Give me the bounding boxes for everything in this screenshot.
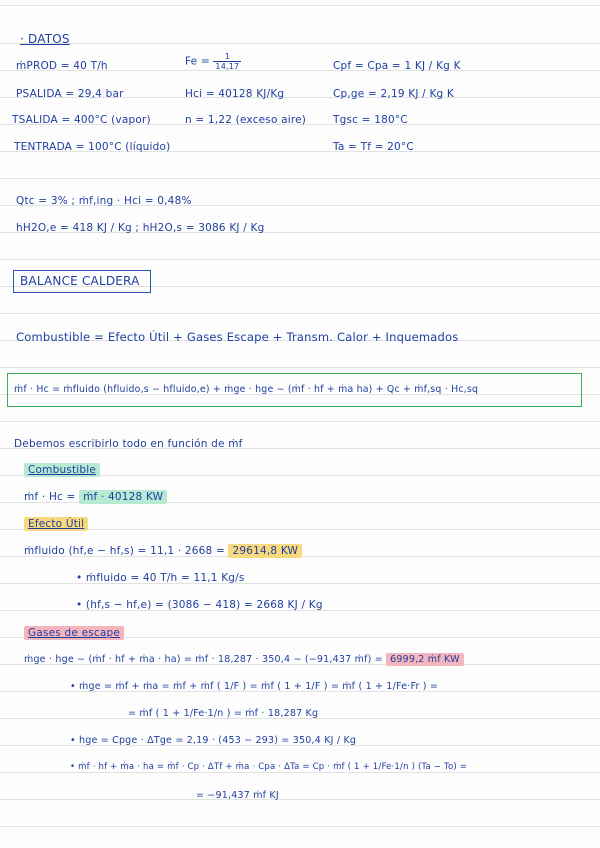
gases-result: 6999,2 ṁf KW xyxy=(386,653,464,666)
data-n: n = 1,22 (exceso aire) xyxy=(185,114,307,126)
efecto-bullet-2: • (hf,s − hf,e) = (3086 − 418) = 2668 KJ / Kg xyxy=(76,599,323,611)
balance-title: BALANCE CALDERA xyxy=(20,274,140,288)
data-hci: Hci = 40128 KJ/Kg xyxy=(185,88,285,100)
gases-equation: ṁge · hge − (ṁf · hf + ṁa · ha) = ṁf · 18,287 · 350,4 − (−91,437 ṁf) = 6999,2 ṁf KW xyxy=(24,654,464,665)
balance-title-box xyxy=(13,270,151,293)
combustible-result: ṁf · 40128 KW xyxy=(79,490,167,504)
data-cpf: Cpf = Cpa = 1 KJ / Kg K xyxy=(333,60,461,72)
data-tgsc: Tgsc = 180°C xyxy=(333,114,408,126)
gases-bullet-2: • hge = Cpge · ΔTge = 2,19 · (453 − 293) = 350,4 KJ / Kg xyxy=(70,735,357,746)
gases-bullet-3b: = −91,437 ṁf KJ xyxy=(196,790,279,801)
balance-equation-box xyxy=(7,373,582,407)
efecto-result: 29614,8 KW xyxy=(228,544,302,558)
data-fe: Fe = $\frac{1}{14,17}$ xyxy=(185,52,240,71)
datos-title: · DATOS xyxy=(20,32,70,46)
data-tentrada: TENTRADA = 100°C (líquido) xyxy=(14,141,171,153)
label-efecto-util: Efecto Útil xyxy=(24,518,88,530)
balance-words: Combustible = Efecto Útil + Gases Escape + Transm. Calor + Inquemados xyxy=(16,330,459,344)
efecto-bullet-1: • ṁfluido = 40 T/h = 11,1 Kg/s xyxy=(76,572,245,584)
label-gases-escape: Gases de escape xyxy=(24,627,124,639)
gases-bullet-3: • ṁf · hf + ṁa · ha = ṁf · Cp · ΔTf + ṁa · Cpa · ΔTa = Cp · ṁf ( 1 + 1/Fe·1/n ) (Ta − To) = xyxy=(70,762,468,772)
label-combustible: Combustible xyxy=(24,464,100,476)
balance-equation: ṁf · Hc = ṁfluido (hfluido,s − hfluido,e) + ṁge · hge − (ṁf · hf + ṁa ha) + Qc + ṁf,sq · Hc,sq xyxy=(14,384,479,395)
data-mprod: ṁPROD = 40 T/h xyxy=(16,60,108,72)
data-qtc: Qtc = 3% ; ṁf,ing · Hci = 0,48% xyxy=(16,195,192,207)
combustible-equation: ṁf · Hc = ṁf · 40128 KW xyxy=(24,491,167,503)
intro-text: Debemos escribirlo todo en función de ṁf xyxy=(14,438,243,450)
gases-bullet-1b: = ṁf ( 1 + 1/Fe·1/n ) = ṁf · 18,287 Kg xyxy=(128,708,319,719)
data-tsalida: TSALIDA = 400°C (vapor) xyxy=(12,114,151,126)
data-psalida: PSALIDA = 29,4 bar xyxy=(16,88,124,100)
data-cpge: Cp,ge = 2,19 KJ / Kg K xyxy=(333,88,455,100)
gases-bullet-1: • ṁge = ṁf + ṁa = ṁf + ṁf ( 1/F ) = ṁf ( 1 + 1/F ) = ṁf ( 1 + 1/Fe·Fr ) = xyxy=(70,681,439,692)
efecto-equation: ṁfluido (hf,e − hf,s) = 11,1 · 2668 = 29614,8 KW xyxy=(24,545,302,557)
data-ta: Ta = Tf = 20°C xyxy=(333,141,414,153)
data-enthalpies: hH2O,e = 418 KJ / Kg ; hH2O,s = 3086 KJ / Kg xyxy=(16,222,265,234)
